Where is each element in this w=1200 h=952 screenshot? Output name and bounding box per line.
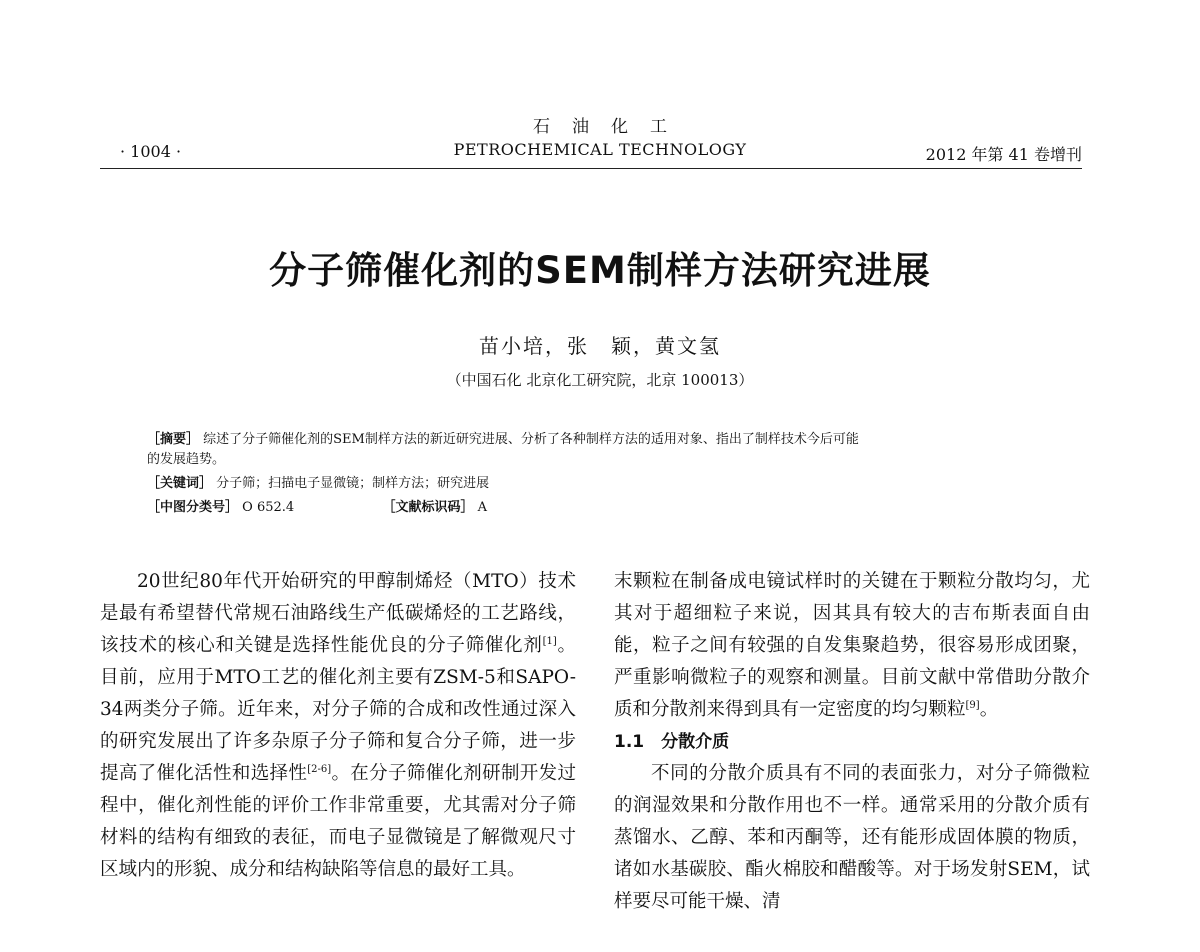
body-paragraph-continued [614, 566, 1090, 726]
continued-text-part2: 。 [979, 699, 999, 720]
intro-text-part3: 。在分子筛催化剂研制开发过程中，催化剂性能的评价工作非常重要，尤其需对分子筛材料的结构有细致的表征，而电子显微镜是了解微观尺寸区域内的形貌、成分和结构缺陷等信息的最好工具。 [100, 763, 576, 880]
intro-text-part1: 20世纪80年代开始研究的甲醇制烯烃（MTO）技术是最有希望替代常规石油路线生产低碳烯烃的工艺路线，该技术的核心和关键是选择性能优良的分子筛催化剂 [100, 571, 576, 656]
doc-code-label: ［文献标识码］ [382, 500, 474, 515]
keywords-text: 分子筛；扫描电子显微镜；制样方法；研究进展 [216, 476, 490, 491]
body-paragraph-intro [100, 566, 576, 886]
clc-label: ［中图分类号］ [147, 500, 239, 515]
doc-code-value: A [477, 500, 487, 515]
issue-info: 2012 年第 41 卷增刊 [925, 145, 1082, 164]
header-divider [100, 168, 1082, 169]
abstract-label: ［摘要］ [147, 432, 200, 447]
citation-ref: [9] [965, 699, 980, 711]
classification-line [147, 498, 1067, 518]
abstract-block [147, 430, 1067, 522]
page-number: · 1004 · [120, 142, 182, 161]
abstract-text-line2: 的发展趋势。 [147, 452, 226, 467]
body-paragraph-dispersion: 不同的分散介质具有不同的表面张力，对分子筛微粒的润湿效果和分散作用也不一样。通常采用的分散介质有蒸馏水、乙醇、苯和丙酮等，还有能形成固体膜的物质，诸如水基碳胶、酯火棉胶和醋酸等。对于场发射SEM，试样要尽可能干燥、清 [614, 763, 1090, 912]
continued-text-part1: 末颗粒在制备成电镜试样时的关键在于颗粒分散均匀，尤其对于超细粒子来说，因其具有较大的吉布斯表面自由能，粒子之间有较强的自发集聚趋势，很容易形成团聚，严重影响微粒子的观察和测量。目前文献中常借助分散介质和分散剂来得到具有一定密度的均匀颗粒 [614, 571, 1090, 720]
keywords-line [147, 474, 1067, 494]
article-title: 分子筛催化剂的SEM制样方法研究进展 [269, 249, 931, 292]
abstract-text-line1: 综述了分子筛催化剂的SEM制样方法的新近研究进展、分析了各种制样方法的适用对象、指出了制样技术今后可能 [203, 432, 859, 447]
abstract-paragraph [147, 430, 1067, 470]
body-column-left [100, 566, 576, 886]
keywords-label: ［关键词］ [147, 476, 213, 491]
clc-value: O 652.4 [242, 500, 295, 515]
citation-ref: [1] [542, 635, 557, 647]
journal-name-english: PETROCHEMICAL TECHNOLOGY [453, 140, 747, 159]
citation-ref: [2-6] [307, 763, 332, 775]
article-authors: 苗小培，张 颖，黄文氢 [479, 334, 721, 358]
section-heading: 1.1 分散介质 [614, 732, 730, 752]
journal-name-chinese: 石油化工 [533, 117, 689, 137]
intro-text-part2: 。目前，应用于MTO工艺的催化剂主要有ZSM-5和SAPO-34两类分子筛。近年来，对分子筛的合成和改性通过深入的研究发展出了许多杂原子分子筛和复合分子筛，进一步提高了催化活性和选择性 [100, 635, 576, 784]
body-column-right [614, 566, 1090, 918]
author-affiliation: （中国石化 北京化工研究院，北京 100013） [446, 371, 754, 389]
